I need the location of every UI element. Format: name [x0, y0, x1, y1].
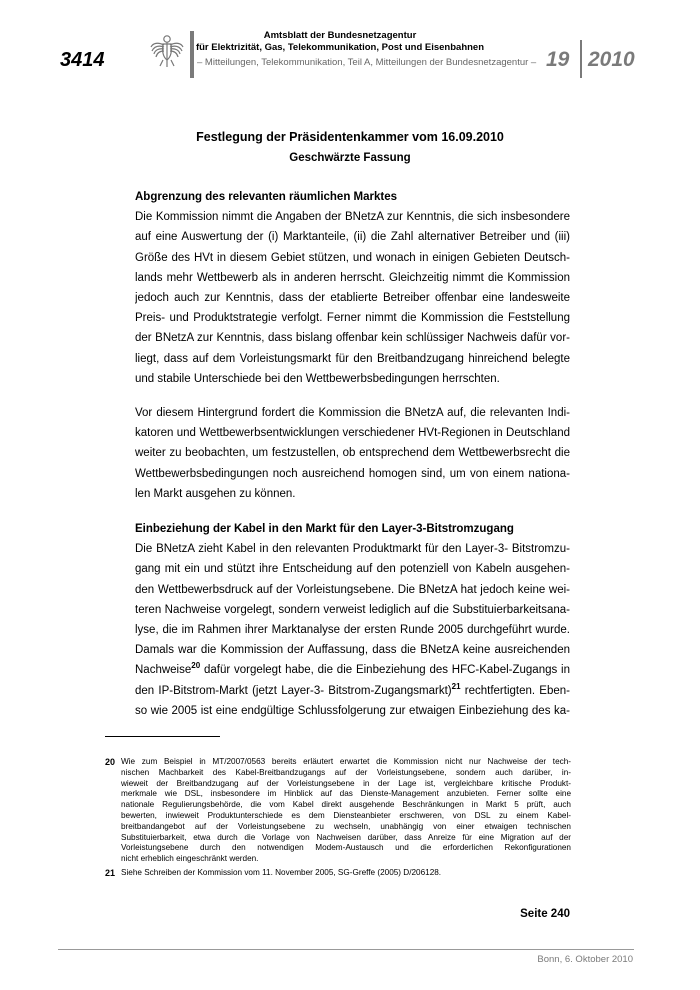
gazette-title: Amtsblatt der Bundesnetzagentur	[263, 30, 417, 41]
body-line: Damals war die Kommission der Auffassung, dass die BNetzA keine ausreichenden	[135, 644, 570, 657]
footnote-line: Vorleistungsebene durch den notwendigen Modem-Austausch und die erforderlichen Rekonfigurationen	[121, 843, 571, 853]
body-text: rechtfertigten. Eben-	[460, 684, 570, 697]
footnote-number: 20	[105, 757, 116, 767]
body-line: Die BNetzA zieht Kabel in den relevanten Produktmarkt für den Layer-3- Bitstromzu-	[135, 543, 570, 556]
footnote-20	[105, 757, 571, 865]
body-text: dafür vorgelegt habe, die die Einbeziehung des HFC-Kabel-Zugangs in	[200, 664, 570, 677]
section-heading: Abgrenzung des relevanten räumlichen Marktes	[135, 191, 398, 203]
body-line: liegt, dass auf dem Vorleistungsmarkt für den Breitbandzugang hinreichend belegte	[135, 352, 570, 365]
footnote-line: breitbandangebot auf der Vorleistungsebene zu wechseln, unabhängig von einer etwaigen technischen	[121, 821, 571, 831]
issue-year: 2010	[588, 48, 635, 71]
section-market-definition	[135, 187, 570, 389]
body-line: Preis- und Produktstrategie verfolgt. Ferner nimmt die Kommission die Feststellung	[135, 312, 570, 325]
body-line: lands mehr Wettbewerb als in anderen herrscht. Gleichzeitig nimmt die Kommission	[135, 271, 570, 284]
footnote-line: nicht erheblich eingeschränkt werden.	[121, 854, 259, 864]
body-line: so wie 2005 ist eine endgültige Schlussfolgerung zur etwaigen Einbeziehung des ka-	[135, 704, 570, 717]
body-line: teren Nachweise vorgelegt, sondern verweist lediglich auf die Substituierbarkeitsana-	[135, 603, 570, 616]
body-line: jedoch auch zur Kenntnis, dass der etablierte Betreiber offenbar eine landesweite	[135, 291, 570, 304]
footnote-line: nischen Machbarkeit des Kabel-Breitbandzugangs auf der Vorleistungsebene, sondern auch darüber, in-	[121, 767, 571, 777]
body-line: und stabile Unterschiede bei den Wettbewerbsbedingungen herrschten.	[135, 372, 500, 385]
header-divider-right	[580, 40, 582, 78]
body-line: lyse, die im Rahmen ihrer Marktanalyse der ersten Runde 2005 durchgeführt wurde.	[135, 623, 570, 636]
body-line: Wettbewerbsbedingungen noch ausreichend homogen sind, um von einem nationa-	[135, 467, 570, 480]
section-background	[135, 403, 570, 504]
footnote-line: bewerten, inwieweit Produktunterschiede es dem Diensteanbieter erschweren, von DSL zu einem Kabel-	[121, 810, 571, 820]
footer-rule	[58, 949, 634, 950]
body-text: den IP-Bitstrom-Markt (jetzt Layer-3- Bitstrom-Zugangsmarkt)	[135, 684, 452, 697]
section-cable-inclusion	[135, 519, 570, 721]
footnote-line: wieweit der Breitbandzugang auf der Vorleistungsebene in der Lage ist, vergleichbare kritische Produkt-	[121, 778, 571, 788]
footnote-line: nationale Regulierungsbehörde, die vom Kabel direkt ausgehende Beschränkungen in Markt 5 prüft, auch	[121, 800, 571, 810]
gazette-title-sub: für Elektrizität, Gas, Telekommunikation, Post und Eisenbahnen	[195, 42, 485, 53]
body-line	[135, 660, 570, 680]
body-line: len Markt ausgehen zu können.	[135, 487, 296, 500]
footnote-ref-20[interactable]: 20	[191, 661, 201, 671]
body-line	[135, 681, 570, 701]
issue-number: 19	[546, 48, 570, 71]
body-line: gang mit ein und stützt ihre Entscheidung auf den potenziell von Kabeln ausgehen-	[135, 563, 570, 576]
body-line: den Wettbewerbsdruck auf der Vorleistungsebene. Die BNetzA hat jedoch keine wei-	[135, 583, 570, 596]
gazette-section: – Mitteilungen, Telekommunikation, Teil A, Mitteilungen der Bundesnetzagentur –	[197, 57, 537, 68]
section-heading: Einbeziehung der Kabel in den Markt für den Layer-3-Bitstromzugang	[135, 523, 514, 535]
footnote-line: merkmale wie DSL, insbesondere im Hinblick auf das Dienste-Management anzubieten. Ferner sollte eine	[121, 789, 571, 799]
body-line: auf eine Auswertung der (i) Marktanteile, (ii) die Zahl alternativer Betreiber und (iii)	[135, 231, 570, 244]
document-subtitle: Geschwärzte Fassung	[289, 152, 411, 164]
footnote-separator	[105, 736, 220, 737]
page-number: 3414	[60, 49, 105, 71]
footnote-21	[105, 868, 571, 879]
body-line: der BNetzA zur Kenntnis, dass bislang offenbar kein schlüssiger Nachweis dafür vor-	[135, 332, 570, 345]
body-line: katoren und Wettbewerbsentwicklungen verschiedener HVt-Regionen in Deutschland	[135, 427, 570, 440]
body-line: weiter zu beobachten, um festzustellen, ob entsprechend dem Wettbewerbsrecht die	[135, 447, 570, 460]
federal-eagle-icon	[150, 33, 184, 69]
footnote-line: Substituierbarkeit, etwa durch die Vorlage von Nachweisen darüber, dass Anreize für eine Migration auf der	[121, 832, 571, 842]
footnote-line: Siehe Schreiben der Kommission vom 11. November 2005, SG-Greffe (2005) D/206128.	[121, 868, 442, 877]
body-line: Vor diesem Hintergrund fordert die Kommission die BNetzA auf, die relevanten Indi-	[135, 407, 570, 419]
footnote-line: Wie zum Beispiel in MT/2007/0563 bereits erläutert erwartet die Kommission nicht nur Nachweise der tech-	[121, 757, 571, 766]
document-title: Festlegung der Präsidentenkammer vom 16.09.2010	[196, 130, 504, 144]
body-text: Nachweise	[135, 664, 192, 677]
body-line: Größe des HVt in diesem Gebiet stützen, und wonach in einigen Gebieten Deutsch-	[135, 251, 570, 264]
body-line: Die Kommission nimmt die Angaben der BNetzA zur Kenntnis, die sich insbesondere	[135, 211, 570, 224]
footnote-ref-21[interactable]: 21	[451, 681, 461, 691]
footnote-number: 21	[105, 868, 116, 878]
page-label: Seite 240	[520, 908, 570, 920]
publication-date: Bonn, 6. Oktober 2010	[537, 954, 633, 965]
